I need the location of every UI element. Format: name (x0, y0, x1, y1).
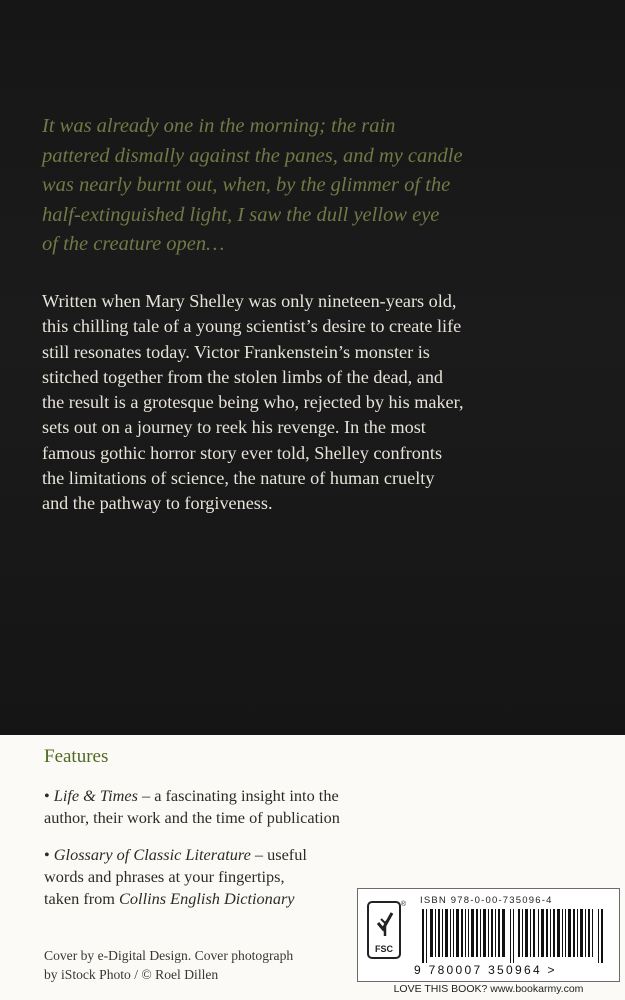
feature-source: Collins English Dictionary (119, 889, 295, 908)
feature-desc: words and phrases at your fingertips, (44, 867, 285, 886)
feature-name: Life & Times (53, 786, 138, 805)
fsc-logo-icon (367, 901, 406, 959)
blurb-line: sets out on a journey to reek his revenge. In the most (42, 417, 426, 438)
feature-desc: – a fascinating insight into the (137, 786, 339, 805)
feature-item-glossary (44, 844, 384, 910)
bullet-icon: • (44, 786, 50, 805)
blurb-line: the limitations of science, the nature of human cruelty (42, 468, 435, 489)
feature-desc: – useful (250, 845, 307, 864)
credits-line: Cover by e-Digital Design. Cover photograph (44, 948, 294, 963)
quote-line: of the creature open… (42, 233, 225, 255)
feature-item-life-and-times (44, 785, 384, 829)
blurb-line: stitched together from the stolen limbs of the dead, and (42, 366, 444, 387)
quote-line: It was already one in the morning; the rain (42, 115, 396, 137)
registered-mark: ® (400, 901, 406, 908)
excerpt-quote (42, 112, 582, 260)
features-heading: Features (44, 746, 109, 767)
quote-line: half-extinguished light, I saw the dull yellow eye (42, 203, 440, 226)
fsc-label: FSC (375, 944, 393, 954)
isbn-text: ISBN 978-0-00-735096-4 (420, 895, 553, 906)
feature-desc: taken from (44, 889, 120, 908)
quote-line: was nearly burnt out, when, by the glimmer of the (42, 174, 451, 196)
feature-name: Glossary of Classic Literature (53, 845, 251, 864)
blurb-line: this chilling tale of a young scientist’s desire to create life (42, 316, 462, 337)
quote-line: pattered dismally against the panes, and my candle (42, 144, 463, 167)
blurb-line: still resonates today. Victor Frankenstein’s monster is (42, 341, 430, 362)
barcode-icon (422, 909, 608, 963)
tree-check-icon (374, 909, 396, 937)
barcode-digits: 9 780007 350964 > (414, 963, 557, 977)
book-blurb (42, 289, 587, 517)
credits-line: by iStock Photo / © Roel Dillen (44, 967, 219, 982)
blurb-line: famous gothic horror story ever told, Shelley confronts (42, 442, 443, 463)
bookarmy-tagline[interactable]: LOVE THIS BOOK? www.bookarmy.com (393, 983, 584, 995)
cover-credits (44, 946, 344, 984)
barcode-box (357, 888, 620, 982)
blurb-line: the result is a grotesque being who, rejected by his maker, (42, 392, 464, 413)
feature-desc: author, their work and the time of publication (44, 808, 340, 827)
blurb-line: and the pathway to forgiveness. (42, 493, 273, 514)
blurb-line: Written when Mary Shelley was only nineteen-years old, (42, 291, 457, 311)
bullet-icon: • (44, 845, 50, 864)
